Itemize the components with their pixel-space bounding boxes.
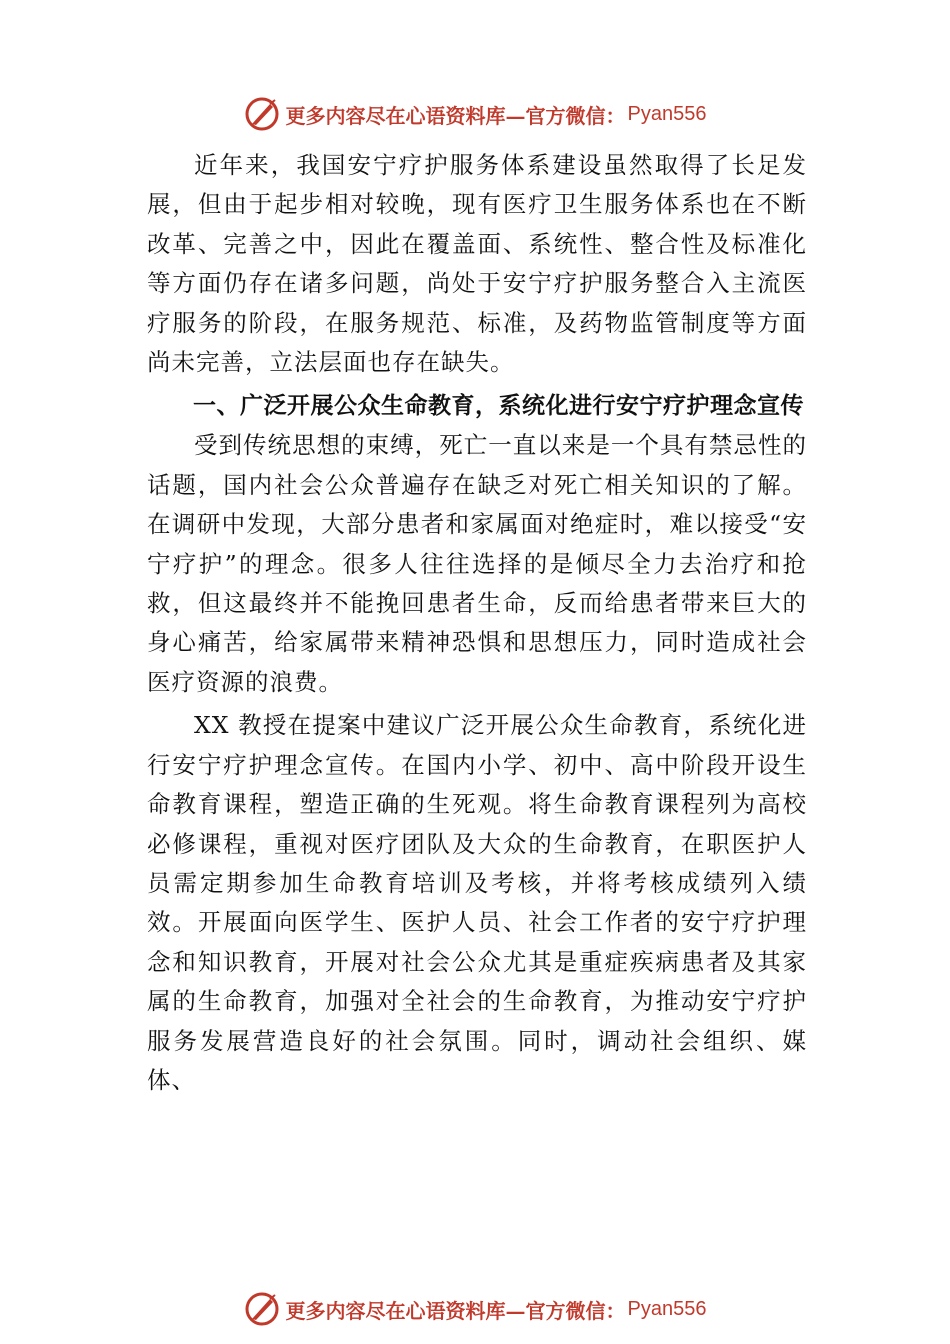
quill-logo-icon	[244, 96, 280, 132]
paragraph-proposal: XX 教授在提案中建议广泛开展公众生命教育，系统化进行安宁疗护理念宣传。在国内小学、初中、高中阶段开设生命教育课程，塑造正确的生死观。将生命教育课程列为高校必修课程，重视对医疗团队及大众的生命教育，在职医护人员需定期参加生命教育培训及考核，并将考核成绩列入绩效。开展面向医学生、医护人员、社会工作者的安宁疗护理念和知识教育，开展对社会公众尤其是重症疾病患者及其家属的生命教育，加强对全社会的生命教育，为推动安宁疗护服务发展营造良好的社会氛围。同时，调动社会组织、媒体、	[147, 711, 807, 1094]
quill-logo-icon	[244, 1291, 280, 1327]
footer-watermark-banner	[0, 1289, 950, 1329]
banner-text: 更多内容尽在心语资料库—官方微信：	[285, 103, 626, 128]
banner-wechat-handle: Pyan556	[627, 1297, 707, 1320]
paragraph-tradition: 受到传统思想的束缚，死亡一直以来是一个具有禁忌性的话题，国内社会公众普遍存在缺乏对死亡相关知识的了解。在调研中发现，大部分患者和家属面对绝症时，难以接受“安宁疗护”的理念。很多人往往选择的是倾尽全力去治疗和抢 救，但这最终并不能挽回患者生命，反而给患者带来巨大的 身心痛苦，给家属带来精神恐惧和思想压力，同时造成社会 医疗资源的浪费。	[147, 431, 807, 696]
banner-text: 更多内容尽在心语资料库—官方微信：	[285, 1298, 626, 1323]
banner-wechat-handle: Pyan556	[627, 102, 707, 125]
section-heading-1: 一、广泛开展公众生命教育，系统化进行安宁疗护理念宣传	[193, 393, 804, 420]
header-watermark-banner	[0, 94, 950, 134]
paragraph-intro: 近年来，我国安宁疗护服务体系建设虽然取得了长足发展，但由于起步相对较晚，现有医疗卫生服务体系也在不断改革、完善之中，因此在覆盖面、系统性、整合性及标准化等方面仍存在诸多问题，尚处于安宁疗护服务整合入主流医疗服务的阶段，在服务规范、标准，及药物监管制度等方面尚未完善，立法层面也存在缺失。	[147, 151, 807, 377]
document-body	[147, 146, 807, 1100]
